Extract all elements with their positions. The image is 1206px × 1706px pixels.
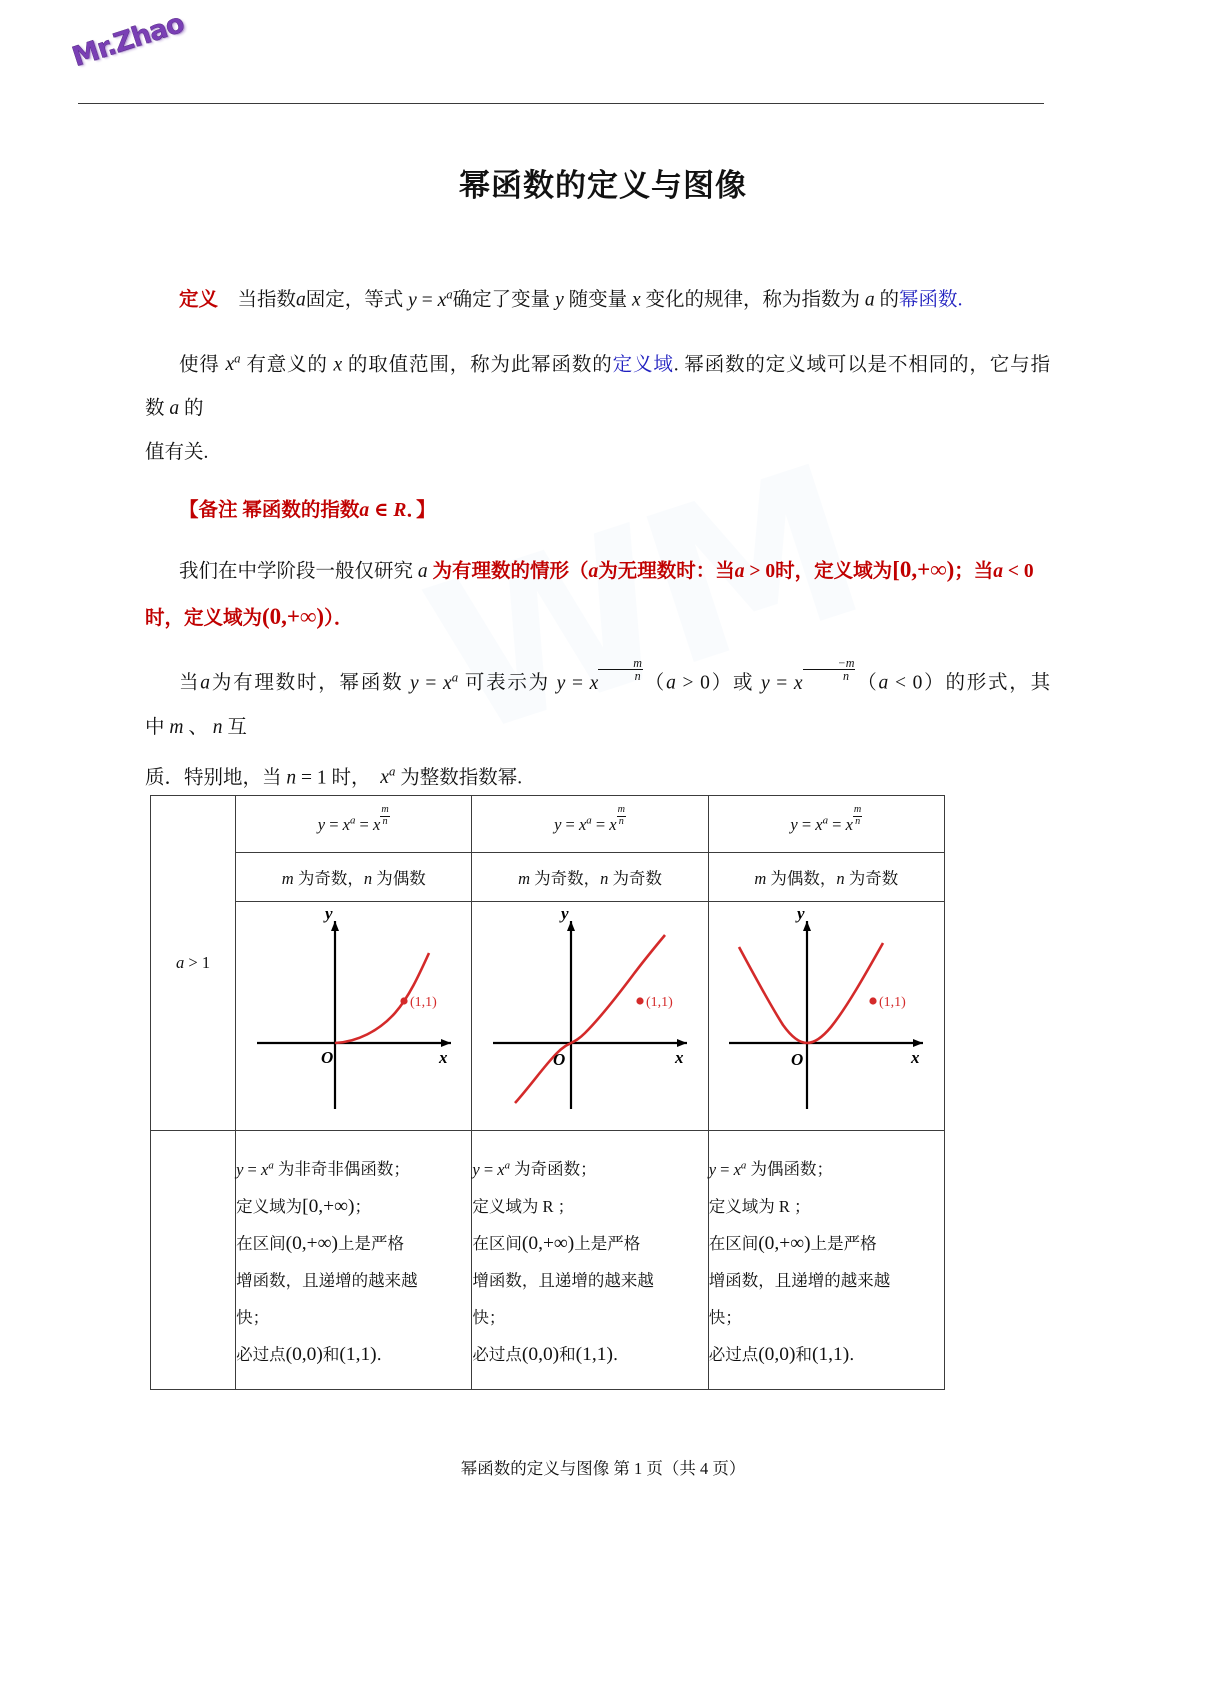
- desc-cell-3: [708, 1131, 944, 1390]
- x-axis-arrow-2: [677, 1039, 687, 1047]
- math-a-4: a: [413, 561, 433, 582]
- math-a-6: a: [200, 672, 211, 694]
- math-eq-yxa-2: $y = x^a$: [403, 670, 459, 694]
- desc-cell-2: [472, 1131, 708, 1390]
- logo-text: Mr.Zhao: [68, 7, 188, 73]
- math-a-2: a: [860, 289, 880, 311]
- math-m-1: m: [164, 716, 189, 738]
- desc-1-line-4: 增函数，且递增的越来越: [236, 1270, 418, 1290]
- parity-cell-1: [236, 853, 472, 902]
- origin-label-2: O: [553, 1050, 566, 1069]
- desc-3-line-1: $y = x^a$ 为偶函数；: [708, 1159, 833, 1179]
- point-label-1: (1,1): [409, 995, 437, 1010]
- desc-2-line-3: 在区间(0,+∞)上是严格: [472, 1232, 641, 1254]
- paragraph-note: [145, 489, 1050, 533]
- math-eq-frac-neg: y = x $\frac{-m}{n}$: [754, 656, 855, 694]
- parity-n-1: n: [363, 869, 377, 888]
- parity-text-2b: 为奇数: [612, 869, 662, 888]
- desc-1-line-2: 定义域为[0,+∞)；: [236, 1195, 371, 1217]
- p4-text-8: 、: [188, 716, 208, 738]
- desc-2-line-5: 快；: [472, 1307, 506, 1327]
- dom-text-6: 值有关.: [145, 442, 209, 463]
- math-xa-1: $x^a$: [219, 351, 241, 375]
- page-footer: 幂函数的定义与图像 第 1 页（共 4 页）: [460, 1459, 746, 1478]
- parity-text-2a: 为奇数，: [534, 869, 601, 888]
- math-interval-open: (0,+∞): [262, 603, 325, 629]
- def-text-6: 的: [879, 289, 900, 311]
- parity-m-2: m: [518, 869, 535, 888]
- formula-3: $y = x^a = x$ $\frac{m}{n}$: [790, 804, 862, 835]
- table-row-parity: [151, 853, 945, 902]
- p4-text-9: 互: [227, 716, 247, 738]
- desc-1-line-3: 在区间(0,+∞)上是严格: [236, 1232, 404, 1254]
- math-a-3: a: [164, 398, 185, 419]
- keyword-domain: 定义域: [612, 354, 674, 375]
- row-label-a-gt-1: a > 1: [176, 953, 211, 972]
- parity-m-1: m: [281, 869, 298, 888]
- p3-text-4: 时，定义域为: [775, 561, 893, 582]
- note-text: 【备注 幂函数的指数: [179, 500, 360, 521]
- keyword-power-function: 幂函数: [899, 289, 958, 311]
- p5-text-1: 质．特别地，当: [145, 767, 282, 788]
- desc-3-line-5: 快；: [708, 1307, 742, 1327]
- table-row-descriptions: [151, 1131, 945, 1390]
- graph-cell-1: [236, 902, 472, 1131]
- x-label-1: x: [438, 1048, 448, 1067]
- definition-label: 定义: [179, 289, 219, 311]
- math-cond-lt: a < 0: [993, 561, 1034, 582]
- curve-3: [739, 943, 883, 1043]
- graph-2: [475, 903, 705, 1129]
- p4-text-7: ）的形式，其中: [145, 672, 1051, 738]
- desc-2-line-4: 增函数，且递增的越来越: [472, 1270, 654, 1290]
- p5-text-2: 时，: [331, 767, 371, 788]
- row-label-cell: [151, 796, 236, 1131]
- def-text-5: 变化的规律，称为指数为: [645, 289, 861, 311]
- row-label-spacer: [151, 1131, 236, 1390]
- def-period-1: .: [957, 289, 963, 311]
- point-1-2: [636, 997, 643, 1004]
- p4-text-5: ）或: [709, 672, 755, 694]
- y-label-2: y: [561, 904, 569, 923]
- formula-2: $y = x^a = x$ $\frac{m}{n}$: [554, 804, 625, 835]
- curve-2: [515, 935, 665, 1103]
- origin-label-3: O: [791, 1050, 804, 1069]
- desc-3-line-6: 必过点(0,0)和(1,1)．: [708, 1343, 866, 1365]
- p3-text-3: 为无理数时：当: [598, 561, 735, 582]
- x-label-2: x: [675, 1048, 684, 1067]
- p3-text-6: 时，定义域为: [145, 608, 263, 629]
- desc-1-line-1: $y = x^a$ 为非奇非偶函数；: [236, 1159, 410, 1179]
- math-a-5: a: [588, 561, 599, 582]
- dom-text-2: 有意义的: [246, 354, 328, 375]
- dom-text-5: 的: [184, 398, 204, 419]
- graph-cell-2: [472, 902, 708, 1131]
- dom-text-3: 的取值范围，称为此幂函数的: [347, 354, 613, 375]
- document-body: [145, 272, 1050, 814]
- dom-text-1: 使得: [179, 354, 220, 375]
- parity-text-3a: 为偶数，: [770, 869, 837, 888]
- parity-text-3b: 为奇数: [848, 869, 899, 888]
- graph-1: [239, 903, 469, 1129]
- desc-1-line-5: 快；: [236, 1307, 270, 1327]
- y-label-1: y: [324, 904, 333, 923]
- formula-cell-1: [236, 796, 472, 853]
- p5-text-3: 为整数指数幂.: [400, 767, 523, 788]
- desc-cell-1: [236, 1131, 472, 1390]
- desc-3-line-4: 增函数，且递增的越来越: [708, 1270, 891, 1290]
- parity-cell-2: [472, 853, 708, 902]
- math-a-1: a: [296, 289, 306, 311]
- paragraph-irrational: [145, 547, 1050, 641]
- math-cond-gt: a > 0: [734, 561, 776, 582]
- origin-label-1: O: [320, 1048, 334, 1067]
- p4-text-4: （: [643, 672, 667, 694]
- point-1-3: [870, 997, 877, 1004]
- desc-1-line-6: 必过点(0,0)和(1,1)．: [236, 1343, 394, 1365]
- page-title: 幂函数的定义与图像: [459, 168, 747, 203]
- def-text-1: 当指数: [237, 289, 297, 311]
- note-in: ∈: [369, 500, 394, 521]
- p3-text-7: ）．: [324, 608, 354, 629]
- power-function-table: [150, 795, 945, 1390]
- x-axis-arrow-1: [441, 1039, 451, 1047]
- y-label-3: y: [797, 904, 805, 923]
- p4-text-2: 为有理数时，幂函数: [210, 672, 404, 694]
- graph-cell-3: [708, 902, 944, 1131]
- table-row-formulas: [151, 796, 945, 853]
- note-math: a: [359, 500, 370, 521]
- table-row-graphs: [151, 902, 945, 1131]
- point-1-1: [400, 997, 407, 1004]
- note-R: R: [393, 500, 407, 521]
- paragraph-rational: [145, 655, 1050, 800]
- math-xa-2: $x^a$: [370, 764, 396, 788]
- point-label-3: (1,1): [879, 995, 907, 1010]
- parity-n-3: n: [836, 869, 849, 888]
- def-text-2: 固定，等式: [305, 289, 404, 311]
- note-tail: ．】: [406, 500, 436, 521]
- p3-text-2: 为有理数的情形（: [432, 561, 589, 582]
- p3-text-5: ；当: [954, 561, 994, 582]
- math-interval-closed: [0,+∞): [892, 556, 955, 582]
- formula-cell-2: [472, 796, 708, 853]
- math-n-1: n: [207, 716, 228, 738]
- p3-text-1: 我们在中学阶段一般仅研究: [179, 561, 414, 582]
- p4-text-3: 可表示为: [464, 672, 550, 694]
- desc-3-line-2: 定义域为 R ；: [708, 1196, 811, 1216]
- parity-n-2: n: [600, 869, 613, 888]
- parity-text-1b: 为偶数: [376, 869, 426, 888]
- math-x-2: x: [327, 354, 348, 375]
- desc-2-line-2: 定义域为 R ；: [472, 1196, 575, 1216]
- desc-2-line-1: $y = x^a$ 为奇函数；: [472, 1159, 597, 1179]
- math-n-eq-1: n = 1: [281, 767, 327, 788]
- p4-text-1: 当: [179, 672, 201, 694]
- def-text-3: 确定了变量: [452, 289, 551, 311]
- parity-text-1a: 为奇数，: [297, 869, 364, 888]
- header-divider: [78, 103, 1044, 104]
- def-text-4: 随变量: [568, 289, 628, 311]
- point-label-2: (1,1): [646, 995, 673, 1010]
- desc-2-line-6: 必过点(0,0)和(1,1)．: [472, 1343, 630, 1365]
- math-y-1: y: [550, 289, 569, 311]
- formula-1: $y = x^a = x$ $\frac{m}{n}$: [317, 804, 389, 835]
- dom-text-4: . 幂函数的定义域可以是不相同的，它与指数: [145, 354, 1050, 419]
- site-logo: [68, 7, 188, 88]
- math-cond-lt-2: a < 0: [878, 672, 923, 694]
- formula-cell-3: [708, 796, 944, 853]
- math-cond-gt-2: a > 0: [666, 672, 710, 694]
- graph-3: [711, 903, 941, 1129]
- paragraph-definition: [145, 272, 1050, 323]
- paragraph-domain: [145, 337, 1050, 476]
- math-eq-yxa-1: $y = x^a$: [403, 287, 453, 311]
- p4-text-6: （: [855, 672, 879, 694]
- parity-m-3: m: [754, 869, 771, 888]
- x-label-3: x: [911, 1048, 920, 1067]
- math-eq-frac-pos: y = x $\frac{m}{n}$: [549, 656, 642, 694]
- x-axis-arrow-3: [913, 1039, 923, 1047]
- desc-3-line-3: 在区间(0,+∞)上是严格: [708, 1232, 877, 1254]
- parity-cell-3: [708, 853, 944, 902]
- math-x-1: x: [627, 289, 646, 311]
